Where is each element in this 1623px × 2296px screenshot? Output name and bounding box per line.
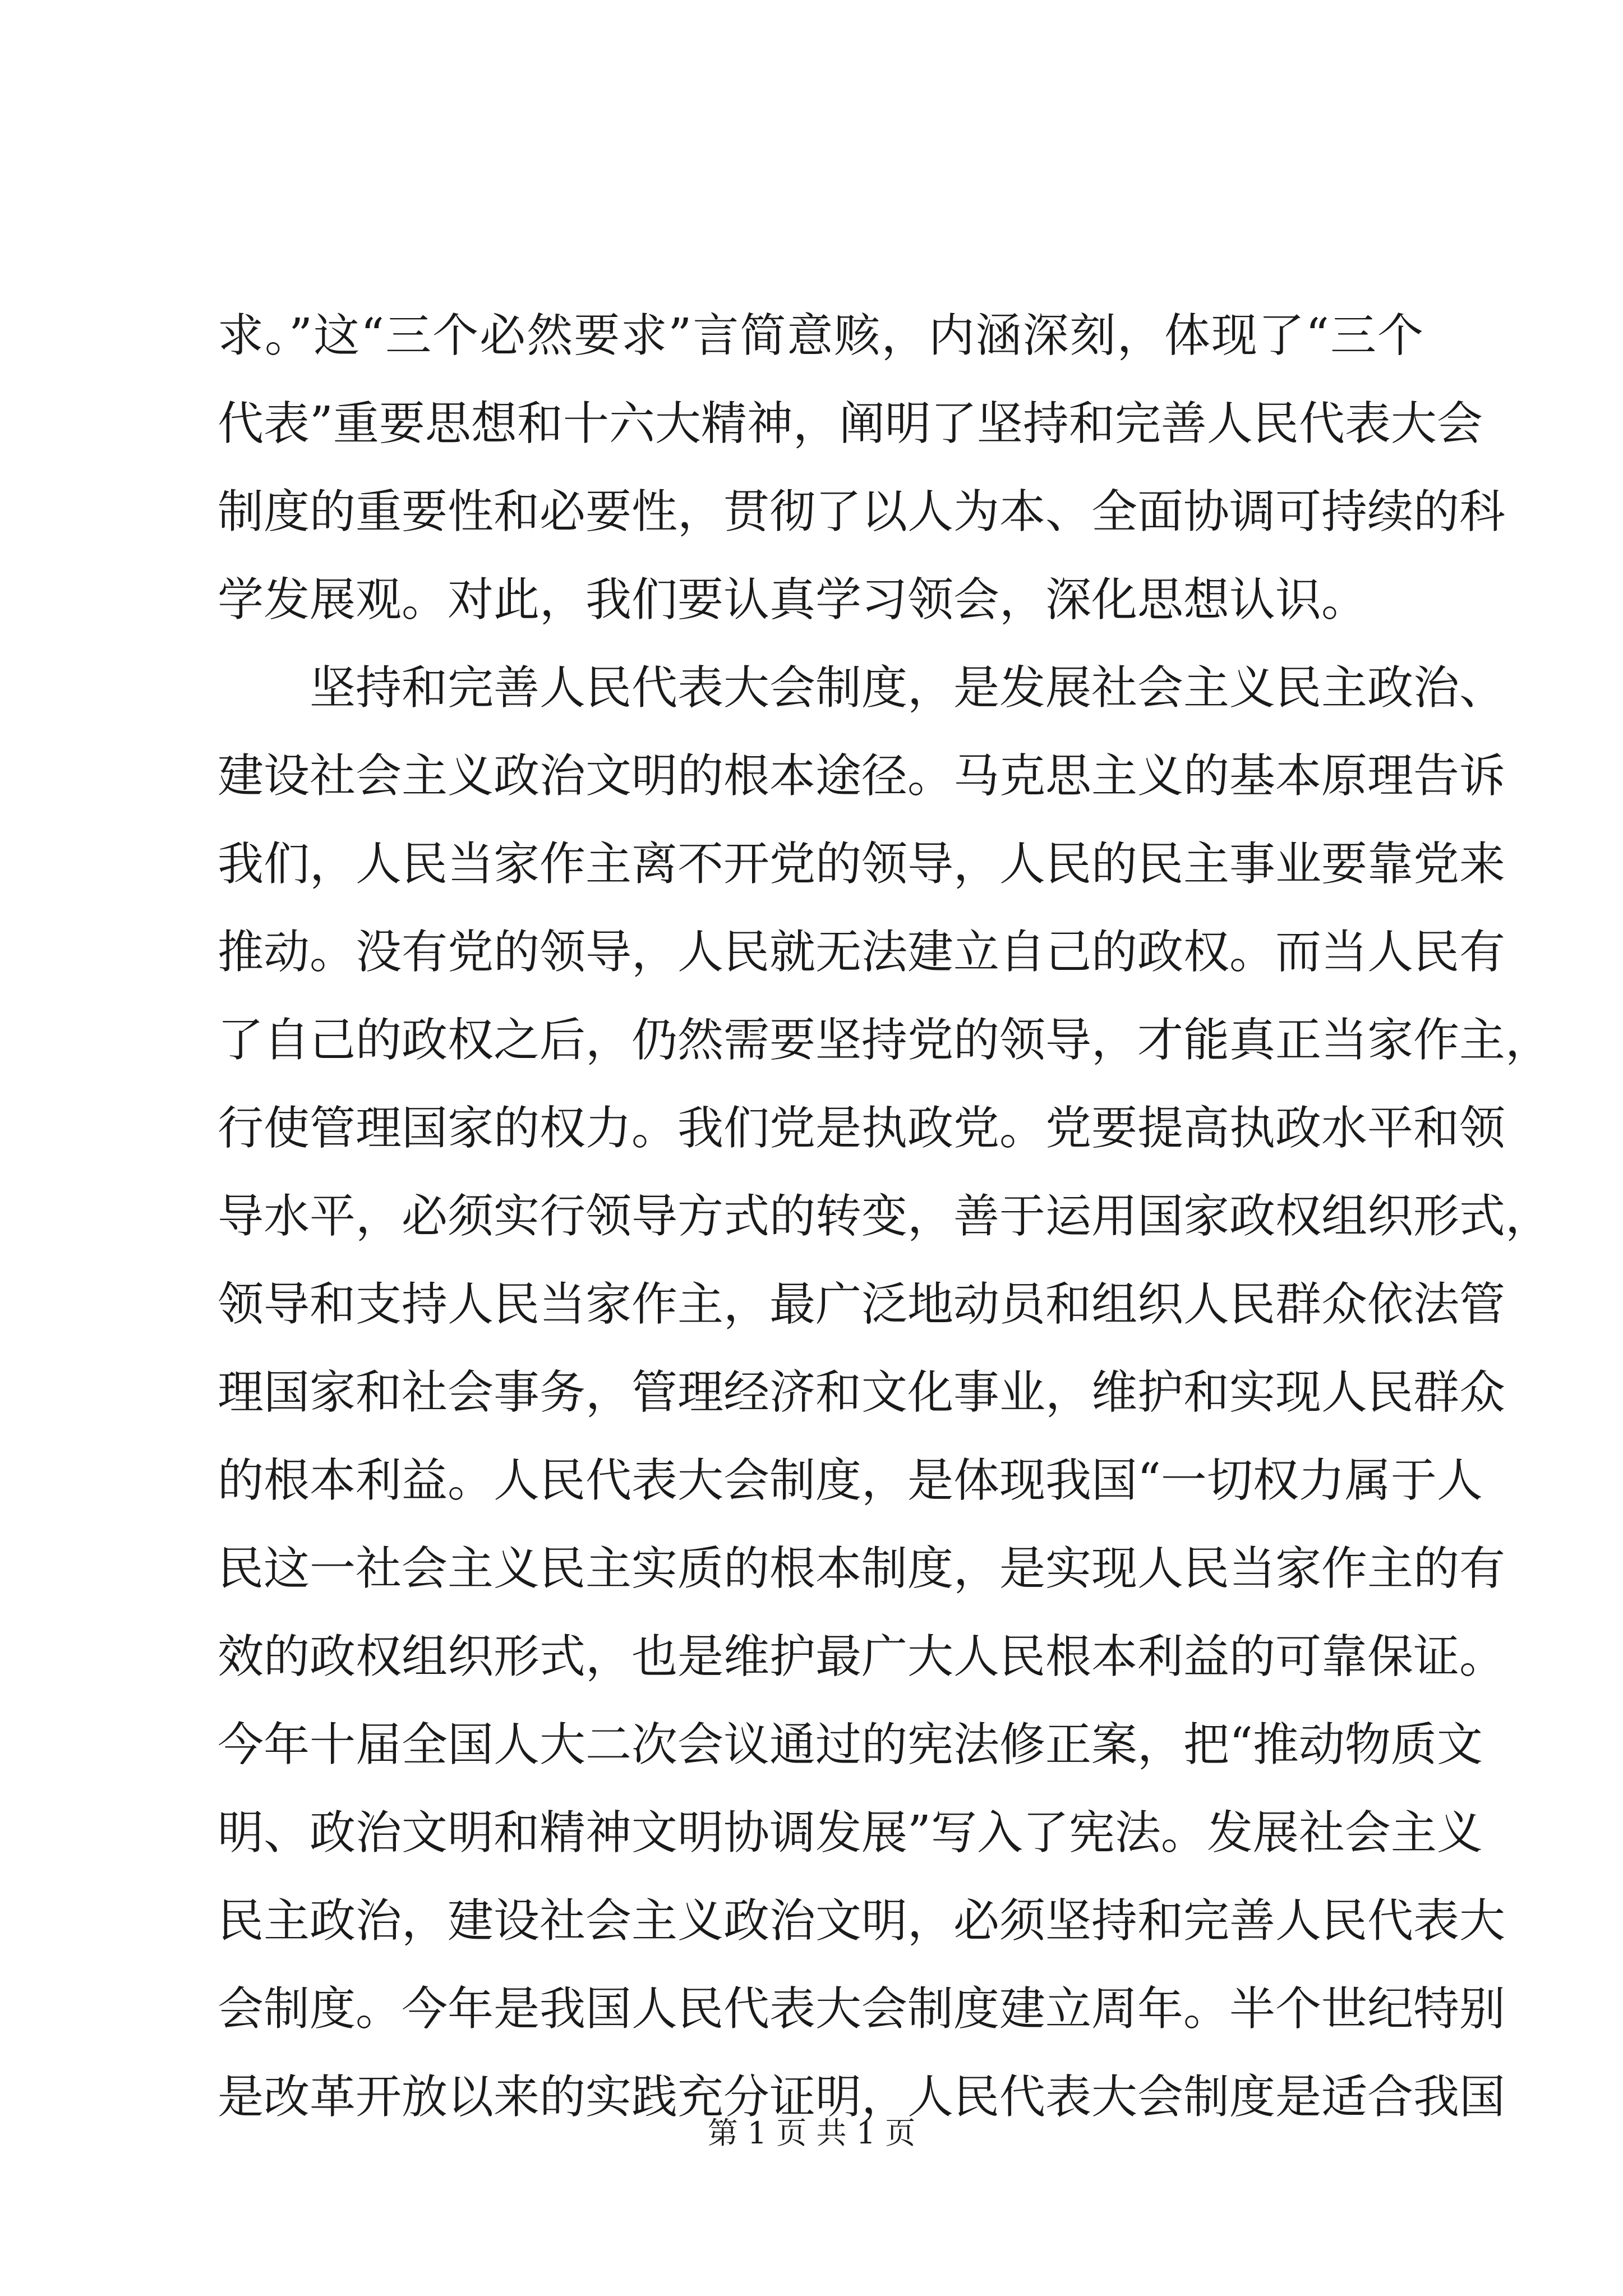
- page-footer: 第 1 页 共 1 页: [707, 2115, 916, 2151]
- text-line: 是改革开放以来的实践充分证明，人民代表大会制度是适合我国: [218, 2070, 1506, 2124]
- paragraph-first-line: 坚持和完善人民代表大会制度，是发展社会主义民主政治、: [310, 661, 1506, 715]
- text-line: 理国家和社会事务，管理经济和文化事业，维护和实现人民群众: [218, 1366, 1506, 1419]
- text-line: 行使管理国家的权力。我们党是执政党。党要提高执政水平和领: [218, 1102, 1506, 1155]
- text-line: 建设社会主义政治文明的根本途径。马克思主义的基本原理告诉: [218, 749, 1506, 803]
- text-line: 导水平，必须实行领导方式的转变，善于运用国家政权组织形式，: [218, 1190, 1552, 1243]
- body-text: [218, 292, 1552, 2141]
- text-line: 推动。没有党的领导，人民就无法建立自己的政权。而当人民有: [218, 926, 1506, 979]
- text-line: 我们，人民当家作主离不开党的领导，人民的民主事业要靠党来: [218, 838, 1506, 891]
- text-line: 代表”重要思想和十六大精神，阐明了坚持和完善人民代表大会: [218, 397, 1483, 450]
- text-line: 效的政权组织形式，也是维护最广大人民根本利益的可靠保证。: [218, 1630, 1506, 1683]
- text-line: 学发展观。对此，我们要认真学习领会，深化思想认识。: [218, 573, 1368, 627]
- text-line: 领导和支持人民当家作主，最广泛地动员和组织人民群众依法管: [218, 1278, 1506, 1331]
- text-line: 今年十届全国人大二次会议通过的宪法修正案，把“推动物质文: [218, 1718, 1483, 1772]
- text-line: 会制度。今年是我国人民代表大会制度建立周年。半个世纪特别: [218, 1982, 1506, 2036]
- text-line: 民这一社会主义民主实质的根本制度，是实现人民当家作主的有: [218, 1542, 1506, 1595]
- text-line: 的根本利益。人民代表大会制度，是体现我国“一切权力属于人: [218, 1454, 1483, 1507]
- text-line: 制度的重要性和必要性，贯彻了以人为本、全面协调可持续的科: [218, 485, 1506, 539]
- text-line: 了自己的政权之后，仍然需要坚持党的领导，才能真正当家作主，: [218, 1014, 1552, 1067]
- text-line: 明、政治文明和精神文明协调发展”写入了宪法。发展社会主义: [218, 1806, 1483, 1860]
- text-line: 求。”这“三个必然要求”言简意赅，内涵深刻，体现了“三个: [218, 309, 1423, 362]
- text-line: 民主政治，建设社会主义政治文明，必须坚持和完善人民代表大: [218, 1894, 1506, 1948]
